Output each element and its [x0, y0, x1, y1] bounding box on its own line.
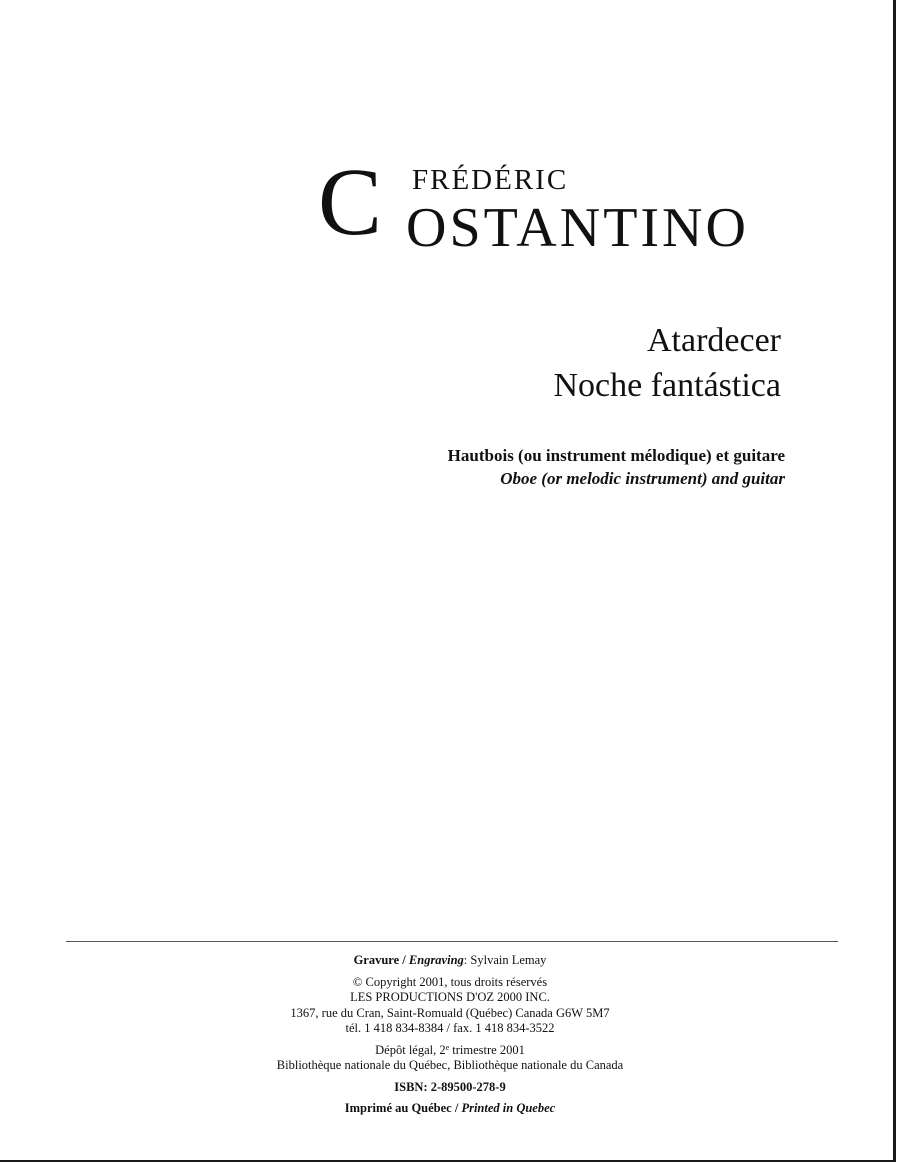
engraving-credit: Gravure / Engraving: Sylvain Lemay [353, 953, 547, 967]
engraver-name: : Sylvain Lemay [463, 953, 547, 967]
legal-deposit-prefix: Dépôt légal, 2 [375, 1042, 446, 1057]
isbn: ISBN: 2-89500-278-9 [394, 1079, 506, 1094]
instrumentation [448, 444, 785, 490]
printed-fr: Imprimé au Québec [344, 1101, 452, 1115]
gravure-label: Gravure [353, 953, 400, 967]
composer-last-name: OSTANTINO [406, 197, 749, 259]
instrumentation-english: Oboe (or melodic instrument) and guitar [500, 469, 785, 488]
legal-deposit-sup: e [445, 1042, 450, 1052]
composer-first-name: FRÉDÉRIC [412, 164, 569, 196]
publisher-phone: tél. 1 418 834-8384 / fax. 1 418 834-3522 [345, 1021, 555, 1035]
publisher-name: LES PRODUCTIONS D'OZ 2000 INC. [350, 990, 550, 1004]
printed-in: Imprimé au Québec / Printed in Quebec [344, 1101, 556, 1115]
work-titles [554, 318, 782, 408]
title-atardecer: Atardecer [646, 322, 781, 359]
composer-name [318, 148, 788, 260]
printed-en: Printed in Quebec [461, 1101, 556, 1115]
legal-deposit-suffix: trimestre 2001 [449, 1042, 525, 1057]
engraving-label: Engraving [408, 953, 464, 967]
divider-line [66, 941, 838, 942]
libraries-line: Bibliothèque nationale du Québec, Bibliothèque nationale du Canada [276, 1058, 624, 1072]
title-noche-fantastica: Noche fantástica [553, 367, 781, 404]
legal-deposit [150, 1043, 750, 1059]
copyright-line: © Copyright 2001, tous droits réservés [352, 974, 548, 989]
instrumentation-french: Hautbois (ou instrument mélodique) et guitare [447, 446, 785, 465]
colophon [150, 953, 750, 1117]
composer-initial: C [318, 148, 383, 255]
publisher-address: 1367, rue du Cran, Saint-Romuald (Québec) Canada G6W 5M7 [290, 1005, 610, 1020]
